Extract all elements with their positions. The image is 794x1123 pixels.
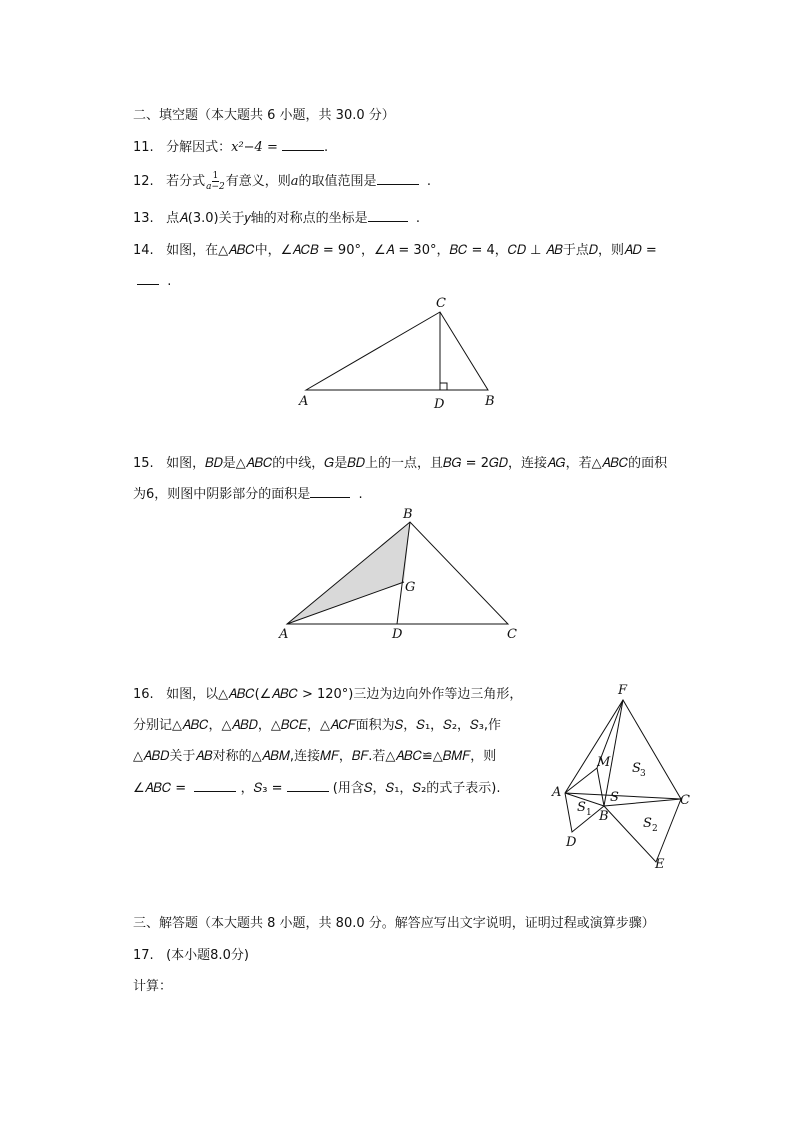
calc-label: 计算： — [133, 979, 173, 994]
section-3-heading-text: 三、解答题（本大题共 8 小题，共 80.0 分。解答应写出文字说明，证明过程或演算步骤） — [133, 916, 655, 931]
section-3-heading — [133, 912, 655, 931]
question-text: 有意义，则 — [225, 174, 291, 189]
question-text: 分解因式： — [166, 140, 232, 155]
label-c: C — [680, 793, 690, 808]
label-b: B — [485, 394, 495, 409]
label-s1-subscript: 1 — [586, 808, 592, 818]
question-text: 如图，以△𝐴𝐵𝐶(∠𝐴𝐵𝐶 > 120°)三边为边向外作等边三角形， — [166, 687, 523, 702]
label-s3: S — [632, 761, 641, 776]
question-17-calc — [133, 975, 172, 994]
label-b: B — [403, 507, 413, 522]
label-c: C — [507, 627, 517, 642]
question-text: △𝐴𝐵𝐷关于𝐴𝐵对称的△𝐴𝐵𝑀,连接𝑀𝐹，𝐵𝐹.若△𝐴𝐵𝐶≌△𝐵𝑀𝐹，则 — [133, 749, 497, 764]
label-g: G — [405, 580, 416, 595]
question-points: (本小题8.0分) — [166, 948, 249, 963]
question-text: (用含𝑆，𝑆₁，𝑆₂的式子表示). — [332, 781, 501, 796]
label-s3-subscript: 3 — [640, 769, 646, 779]
period: . — [415, 211, 421, 226]
period: . — [426, 174, 431, 189]
question-text: 的取值范围是 — [298, 174, 377, 189]
question-number: 13. — [133, 211, 154, 226]
question-text: ，𝑆₃ = — [240, 781, 283, 796]
label-s2-subscript: 2 — [652, 824, 658, 834]
question-text: 若分式 — [166, 174, 206, 189]
period: . — [167, 274, 172, 289]
label-c: C — [436, 296, 446, 311]
fraction-numerator: 1 — [212, 171, 219, 181]
question-text: 点𝐴(3.0)关于𝑦轴的对称点的坐标是 — [166, 211, 368, 226]
label-b: B — [599, 809, 609, 824]
section-2-heading-text: 二、填空题（本大题共 6 小题，共 30.0 分） — [133, 108, 395, 123]
question-text: ∠𝐴𝐵𝐶 = — [133, 781, 187, 796]
label-a: A — [552, 785, 562, 800]
label-e: E — [655, 857, 665, 872]
question-number: 12. — [133, 174, 154, 189]
label-s1: S — [577, 800, 586, 815]
label-f: F — [618, 683, 628, 698]
question-number: 16. — [133, 687, 154, 702]
label-a: A — [279, 627, 289, 642]
question-number: 15. — [133, 456, 154, 471]
question-17 — [133, 944, 249, 963]
label-s2: S — [643, 816, 652, 831]
label-a: A — [299, 394, 309, 409]
period: . — [323, 140, 329, 155]
question-text: 如图，𝐵𝐷是△𝐴𝐵𝐶的中线，𝐺是𝐵𝐷上的一点，且𝐵𝐺 = 2𝐺𝐷，连接𝐴𝐺，若△𝐴𝐵𝐶的面积 — [166, 456, 668, 471]
triangle-acf — [565, 700, 681, 799]
label-d: D — [566, 835, 577, 850]
question-text: 分别记△𝐴𝐵𝐶，△𝐴𝐵𝐷，△𝐵𝐶𝐸，△𝐴𝐶𝐹面积为𝑆，𝑆₁，𝑆₂，𝑆₃,作 — [133, 718, 502, 733]
question-text: 如图，在△𝐴𝐵𝐶中，∠𝐴𝐶𝐵 = 90°，∠𝐴 = 30°，𝐵𝐶 = 4，𝐶𝐷 ⊥ 𝐴𝐵于点𝐷，则𝐴𝐷 = — [166, 243, 657, 258]
label-m: M — [597, 755, 611, 770]
question-number: 14. — [133, 243, 154, 258]
question-number: 11. — [133, 140, 154, 155]
period: . — [358, 487, 363, 502]
label-s: S — [610, 790, 619, 805]
label-d: D — [392, 627, 403, 642]
variable: a — [290, 174, 299, 189]
question-number: 17. — [133, 948, 154, 963]
label-d: D — [434, 397, 445, 412]
question-text: 为6，则图中阴影部分的面积是 — [133, 487, 311, 502]
fraction-denominator: a−2 — [206, 182, 225, 192]
math-expression: x²−4 = — [231, 140, 278, 155]
